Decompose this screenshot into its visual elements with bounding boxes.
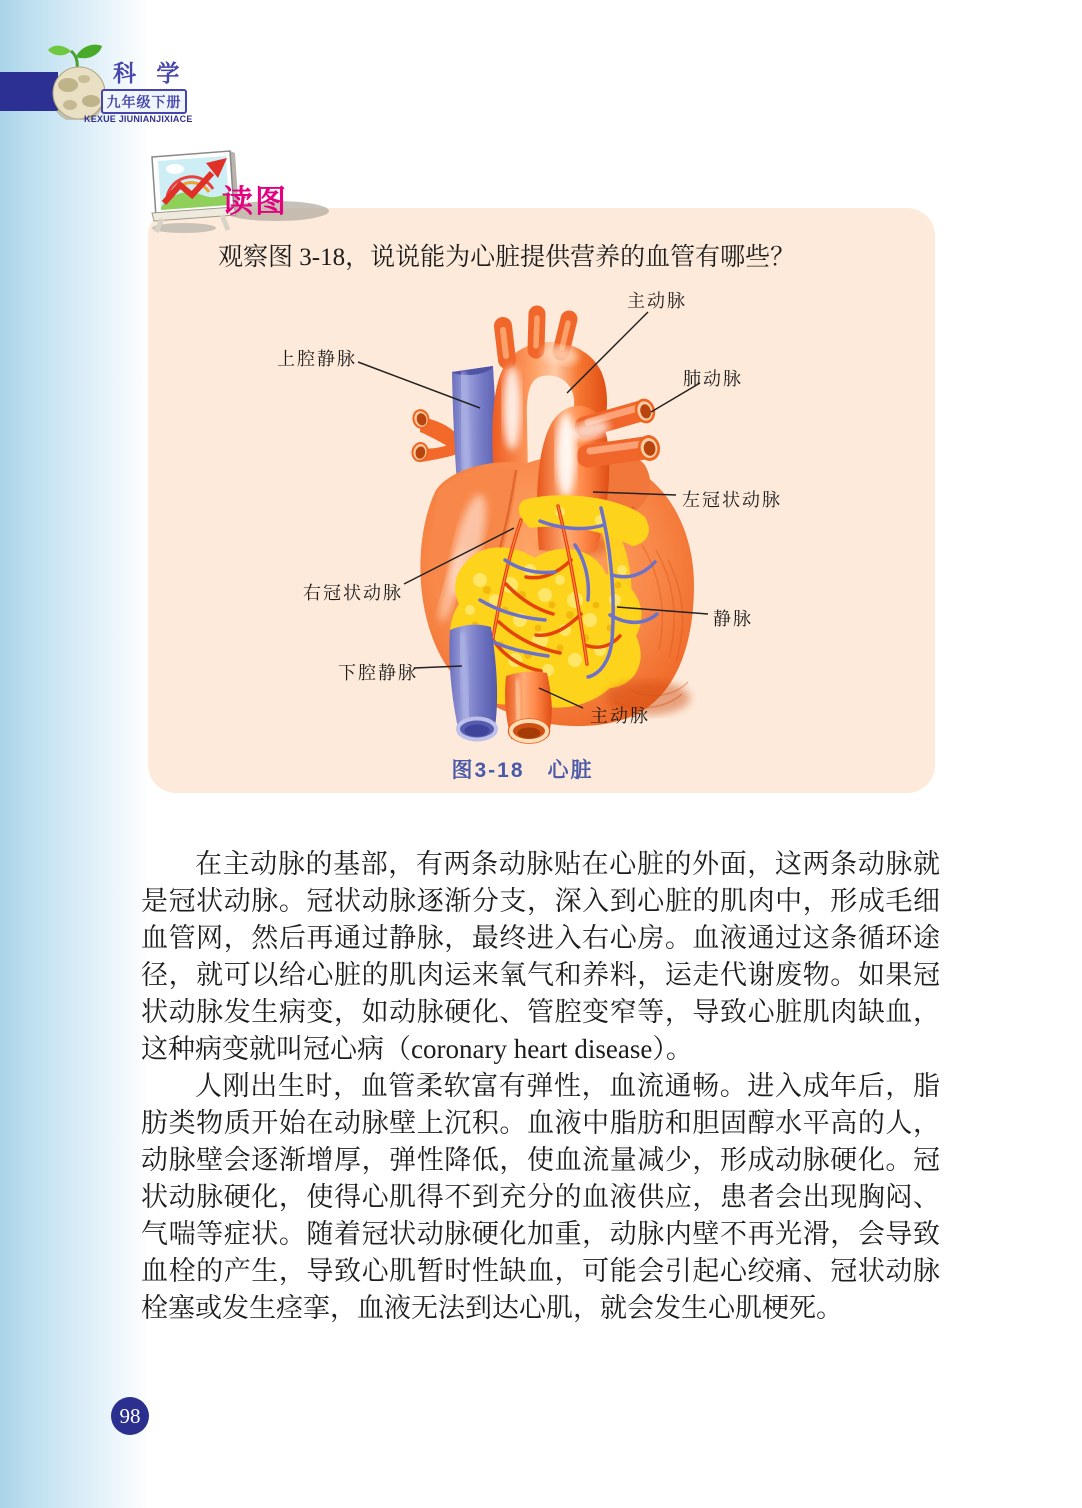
label-aorta-bottom: 主动脉 <box>590 706 650 726</box>
label-vein: 静脉 <box>713 609 753 629</box>
label-left-coronary-artery: 左冠状动脉 <box>682 490 782 510</box>
page-number-badge <box>111 1397 149 1435</box>
figure-question: 观察图 3-18，说说能为心脏提供营养的血管有哪些？ <box>218 244 796 271</box>
page-number: 98 <box>119 1403 141 1428</box>
body-paragraph-1: 在主动脉的基部，有两条动脉贴在心脏的外面，这两条动脉就是冠状动脉。冠状动脉逐渐分支，深入到心脏的肌肉中，形成毛细血管网，然后再通过静脉，最终进入右心房。血液通过这条循环途径，就可以给心脏的肌肉运来氧气和养料，运走代谢废物。如果冠状动脉发生病变，如动脉硬化、管腔变窄等，导致心脏肌肉缺血，这种病变就叫冠心病（coronary heart disease）。 <box>141 849 940 1064</box>
read-figure-label: 读图 <box>222 184 288 219</box>
book-romanized: KEXUE JIUNIANJIXIACE <box>84 114 193 124</box>
body-paragraph-2: 人刚出生时，血管柔软富有弹性，血流通畅。进入成年后，脂肪类物质开始在动脉壁上沉积。血液中脂肪和胆固醇水平高的人，动脉壁会逐渐增厚，弹性降低，使血流量减少，形成动脉硬化。冠状动脉硬化，使得心肌得不到充分的血液供应，患者会出现胸闷、气喘等症状。随着冠状动脉硬化加重，动脉内壁不再光滑，会导致血栓的产生，导致心肌暂时性缺血，可能会引起心绞痛、冠状动脉栓塞或发生痉挛，血液无法到达心肌，就会发生心肌梗死。 <box>141 1071 940 1323</box>
label-right-coronary-artery: 右冠状动脉 <box>303 583 403 603</box>
label-pulmonary-artery: 肺动脉 <box>683 369 743 389</box>
label-inferior-vena-cava: 下腔静脉 <box>338 663 418 683</box>
book-title: 科 学 <box>113 60 187 86</box>
body-text <box>141 846 940 1327</box>
bottom-aorta-tube <box>505 671 552 742</box>
book-subtitle-box <box>101 89 187 114</box>
inferior-vena-cava <box>449 625 497 740</box>
label-superior-vena-cava: 上腔静脉 <box>277 349 357 369</box>
left-gradient-strip <box>0 0 150 1508</box>
book-subtitle: 九年级下册 <box>106 93 182 110</box>
label-aorta-top: 主动脉 <box>627 291 687 311</box>
figure-caption: 图3-18 心脏 <box>451 759 594 782</box>
